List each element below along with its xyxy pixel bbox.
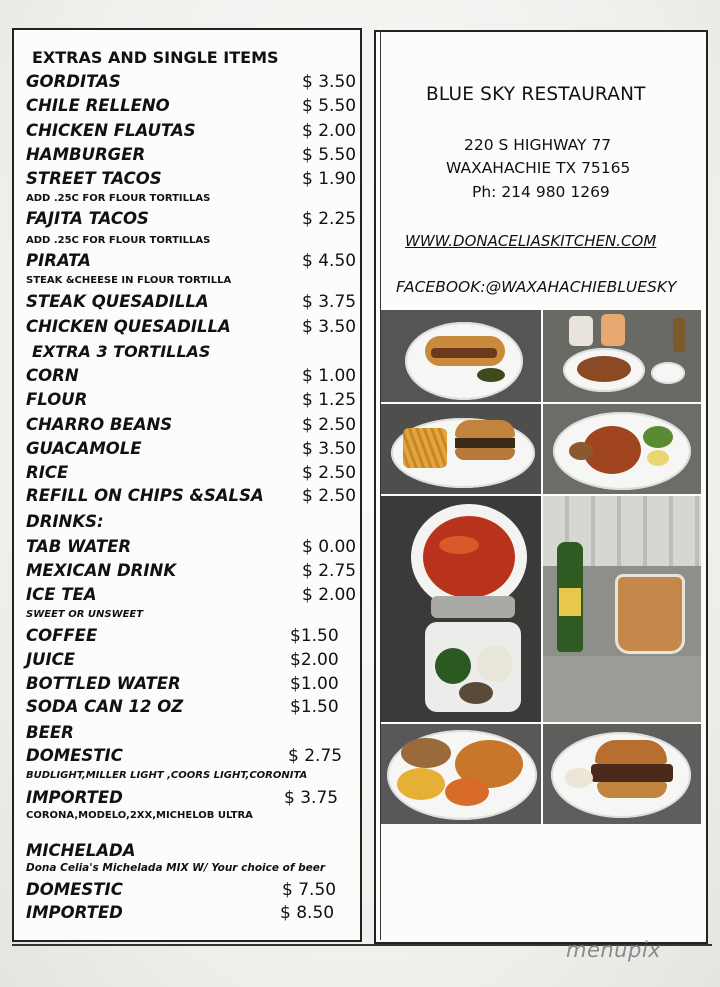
michelada-heading-label: MICHELADA (26, 841, 136, 860)
item-name: CHILE RELLENO (26, 96, 170, 115)
item-name: CORN (26, 366, 79, 385)
food-photo-plate (543, 404, 701, 494)
item-price: $ 5.50 (302, 96, 357, 116)
item-name: GUACAMOLE (26, 439, 142, 458)
item-name: REFILL ON CHIPS &SALSA (26, 486, 264, 505)
food-photo-combo (381, 724, 541, 824)
item-note: SWEET OR UNSWEET (26, 609, 144, 620)
item-price: $ 2.50 (302, 415, 357, 435)
item-price: $ 3.50 (302, 317, 357, 337)
address-line-1: 220 S HIGHWAY 77 (464, 136, 612, 154)
item-price: $1.50 (290, 697, 339, 717)
facebook-handle[interactable]: FACEBOOK:@WAXAHACHIEBLUESKY (396, 278, 677, 296)
item-price: $ 3.50 (302, 439, 357, 459)
item-price: $1.00 (290, 674, 339, 694)
phone-number: Ph: 214 980 1269 (472, 183, 610, 201)
food-photo-torta (381, 310, 541, 402)
food-photo-breakfast (543, 310, 701, 402)
website-link[interactable]: WWW.DONACELIASKITCHEN.COM (405, 232, 657, 250)
item-name: JUICE (26, 650, 76, 669)
item-name: STEAK QUESADILLA (26, 292, 209, 311)
food-photo-hamburger (543, 724, 701, 824)
item-note: BUDLIGHT,MILLER LIGHT ,COORS LIGHT,CORONITA (26, 770, 308, 781)
item-name: PIRATA (26, 251, 91, 270)
item-price: $ 1.25 (302, 390, 357, 410)
item-note: Dona Celia's Michelada MIX W/ Your choice of beer (26, 862, 326, 874)
item-name: GORDITAS (26, 72, 121, 91)
address-line-2: WAXAHACHIE TX 75165 (446, 159, 631, 177)
item-note: ADD .25C FOR FLOUR TORTILLAS (26, 235, 211, 246)
item-price: $ 0.00 (302, 537, 357, 557)
item-price: $ 3.75 (284, 788, 339, 808)
item-name: CHARRO BEANS (26, 415, 173, 434)
item-price: $ 2.75 (302, 561, 357, 581)
item-note: STEAK &CHEESE IN FLOUR TORTILLA (26, 275, 232, 286)
item-name: MEXICAN DRINK (26, 561, 177, 580)
item-price: $ 2.00 (302, 121, 357, 141)
item-price: $ 2.50 (302, 463, 357, 483)
item-name: DOMESTIC (26, 746, 123, 765)
drinks-heading-label: DRINKS: (26, 512, 104, 531)
item-price: $2.00 (290, 650, 339, 670)
item-price: $ 1.90 (302, 169, 357, 189)
item-name: IMPORTED (26, 788, 123, 807)
item-name: CHICKEN QUESADILLA (26, 317, 231, 336)
item-name: CHICKEN FLAUTAS (26, 121, 196, 140)
item-name: RICE (26, 463, 69, 482)
item-name: DOMESTIC (26, 880, 123, 899)
item-note: CORONA,MODELO,2XX,MICHELOB ULTRA (26, 810, 253, 821)
item-price: $ 7.50 (282, 880, 337, 900)
item-price: $ 2.50 (302, 486, 357, 506)
item-name: FLOUR (26, 390, 88, 409)
menupix-watermark: menupix (566, 938, 662, 962)
item-price: $1.50 (290, 626, 339, 646)
item-price: $ 3.75 (302, 292, 357, 312)
tortillas-heading: EXTRA 3 TORTILLAS (32, 342, 211, 361)
item-price: $ 1.00 (302, 366, 357, 386)
item-price: $ 5.50 (302, 145, 357, 165)
beer-heading-label: BEER (26, 723, 74, 742)
food-photo-soup (381, 496, 541, 722)
food-photo-burger (381, 404, 541, 494)
restaurant-name: BLUE SKY RESTAURANT (426, 84, 646, 105)
item-name: BOTTLED WATER (26, 674, 181, 693)
item-name: TAB WATER (26, 537, 132, 556)
item-price: $ 8.50 (280, 903, 335, 923)
item-name: SODA CAN 12 OZ (26, 697, 184, 716)
item-name: FAJITA TACOS (26, 209, 149, 228)
item-name: ICE TEA (26, 585, 97, 604)
extras-heading: EXTRAS AND SINGLE ITEMS (32, 48, 279, 67)
item-name: HAMBURGER (26, 145, 146, 164)
item-name: STREET TACOS (26, 169, 162, 188)
item-price: $ 2.75 (288, 746, 343, 766)
item-name: IMPORTED (26, 903, 123, 922)
item-price: $ 3.50 (302, 72, 357, 92)
item-name: COFFEE (26, 626, 98, 645)
item-price: $ 2.00 (302, 585, 357, 605)
food-photo-drinks (543, 496, 701, 722)
item-note: ADD .25C FOR FLOUR TORTILLAS (26, 193, 211, 204)
item-price: $ 4.50 (302, 251, 357, 271)
item-price: $ 2.25 (302, 209, 357, 229)
